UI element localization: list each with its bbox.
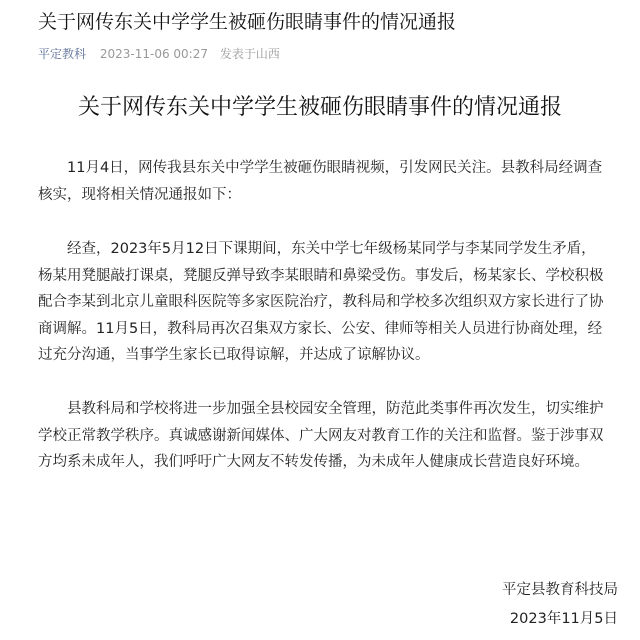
publish-date: 2023-11-06 00:27 — [99, 47, 208, 61]
notice-paragraph-intro: 11月4日，网传我县东关中学学生被砸伤眼睛视频，引发网民关注。县教科局经调查核实，现将相关情况通报如下： — [38, 160, 603, 203]
notice-paragraph-findings: 经查，2023年5月12日下课期间，东关中学七年级杨某同学与李某同学发生矛盾，杨某用凳腿敲打课桌，凳腿反弹导致李某眼睛和鼻梁受伤。事发后，杨某家长、学校积极配合李某到北京儿童眼科医院等多家医院治疗，教科局和学校多次组织双方家长进行了协商调解。11月5日，教科局再次召集双方家长、公安、律师等相关人员进行协商处理，经过充分沟通，当事学生家长已取得谅解，并达成了谅解协议。 — [38, 241, 604, 363]
notice-paragraph-appeal: 县教科局和学校将进一步加强全县校园安全管理，防范此类事件再次发生，切实维护学校正常教学秩序。真诚感谢新闻媒体、广大网友对教育工作的关注和监督。鉴于涉事双方均系未成年人，我们呼吁广大网友不转发传播，为未成年人健康成长营造良好环境。 — [38, 401, 604, 470]
signature-organization: 平定县教育科技局 — [502, 582, 618, 598]
account-name-link[interactable]: 平定教科 — [38, 47, 87, 61]
notice-title: 关于网传东关中学学生被砸伤眼睛事件的情况通报 — [77, 95, 562, 120]
page-title: 关于网传东关中学学生被砸伤眼睛事件的情况通报 — [38, 11, 457, 33]
article-meta — [38, 45, 280, 63]
signature-date: 2023年11月5日 — [509, 611, 618, 627]
publish-location: 发表于山西 — [219, 47, 280, 61]
